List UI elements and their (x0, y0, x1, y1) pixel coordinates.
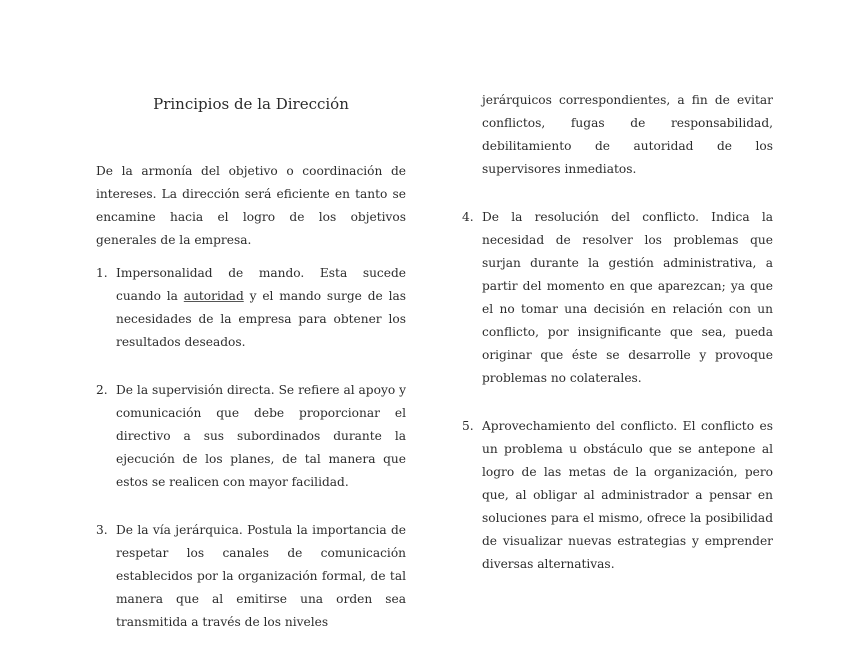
list-item-5 (462, 415, 773, 576)
right-column (462, 89, 773, 576)
list-item-1 (96, 262, 406, 354)
list-item-text: Aprovechamiento del conflicto. El conflicto es un problema u obstáculo que se antepone al logro de las metas de la organización, pero que, al obligar al administrador a pensar en soluciones para el mismo, ofrece la posibilidad de visualizar nuevas estrategias y emprender diversas alternativas. (482, 419, 773, 571)
list-item-number: 4. (462, 210, 474, 224)
list-item-text: De la supervisión directa. Se refiere al apoyo y comunicación que debe proporcionar el directivo a sus subordinados durante la ejecución de los planes, de tal manera que estos se realicen con mayor facilidad. (116, 383, 406, 489)
left-column (96, 160, 406, 634)
list-item-number: 3. (96, 523, 108, 537)
list-item-number: 1. (96, 266, 108, 280)
list-item-text-after: y el mando surge de las necesidades de la empresa para obtener los resultados deseados. (116, 289, 407, 349)
list-item-text: De la resolución del conflicto. Indica la necesidad de resolver los problemas que surjan durante la gestión administrativa, a partir del momento en que aparezcan; ya que el no tomar una decisión en relación con un conflicto, por insignificante que sea, pueda originar que éste se desarrolle y provoque problemas no colaterales. (482, 210, 773, 385)
autoridad-link[interactable]: autoridad (183, 289, 244, 303)
list-item-number: 2. (96, 383, 108, 397)
list-item-2 (96, 379, 406, 494)
list-item-4 (462, 206, 773, 390)
list-item-text: De la vía jerárquica. Postula la importancia de respetar los canales de comunicación establecidos por la organización formal, de tal manera que al emitirse una orden sea transmitida a través de los niveles (116, 523, 406, 629)
list-item-3 (96, 519, 406, 634)
list-item-3-continuation: jerárquicos correspondientes, a fin de evitar conflictos, fugas de responsabilidad, debilitamiento de autoridad de los supervisores inmediatos. (482, 93, 773, 176)
intro-paragraph: De la armonía del objetivo o coordinación de intereses. La dirección será eficiente en tanto se encamine hacia el logro de los objetivos generales de la empresa. (96, 164, 406, 247)
list-item-text (116, 262, 406, 354)
list-item-text-before: Impersonalidad de mando. Esta sucede cuando la (116, 266, 406, 303)
list-item-number: 5. (462, 419, 474, 433)
document-title: Principios de la Dirección (153, 95, 349, 113)
